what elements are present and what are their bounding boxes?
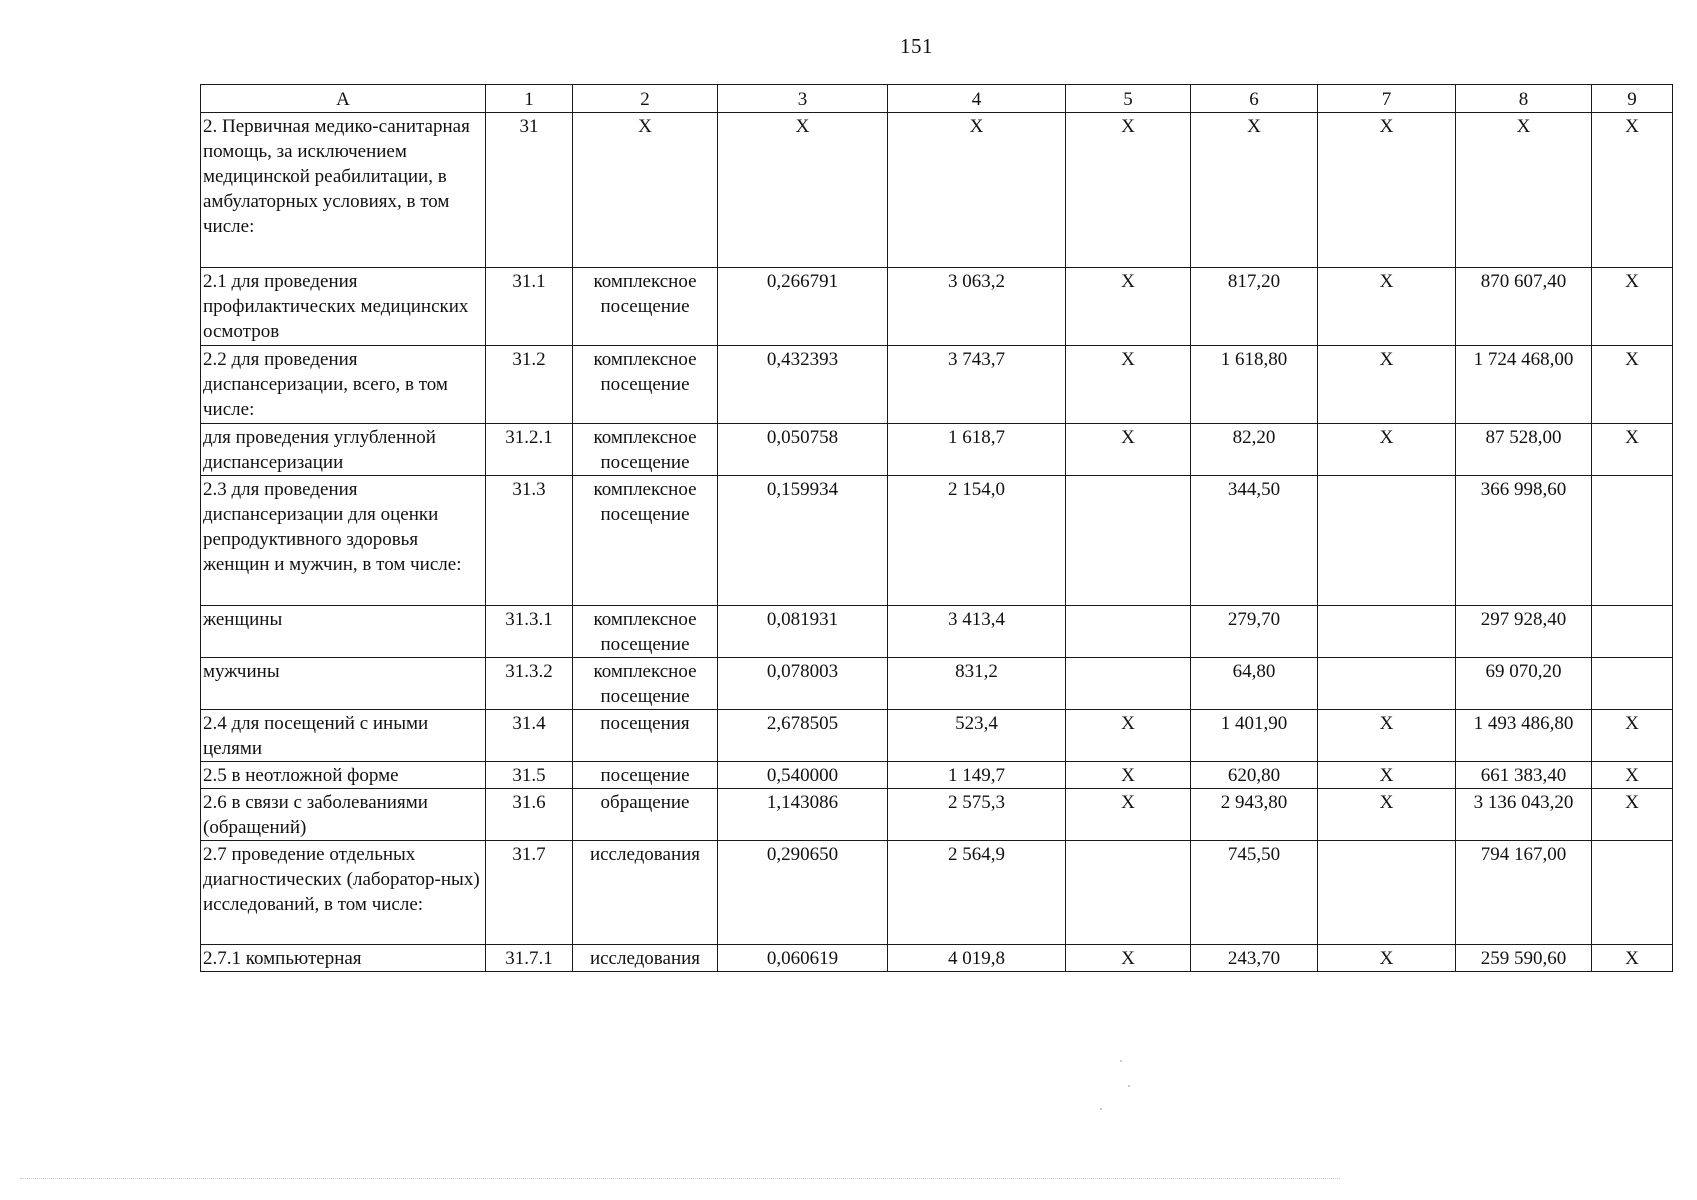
table-row [201,424,1673,476]
table-cell: X [1066,113,1191,268]
table-cell: комплексное посещение [573,268,718,346]
col-header-9: 9 [1592,85,1673,113]
table-cell: X [1456,113,1592,268]
table-cell: X [1592,268,1673,346]
table-cell: X [1066,424,1191,476]
table-cell: 817,20 [1191,268,1318,346]
table-cell [1066,841,1191,945]
table-cell: 1 724 468,00 [1456,346,1592,424]
col-header-6: 6 [1191,85,1318,113]
row-label-cell: для проведения углубленной диспансеризации [201,424,486,476]
table-cell: X [1318,113,1456,268]
table-cell: X [1592,710,1673,762]
table-row [201,789,1673,841]
table-row [201,113,1673,268]
table-cell: комплексное посещение [573,658,718,710]
col-header-8: 8 [1456,85,1592,113]
table-cell: 31.7.1 [486,945,573,972]
table-cell: X [1318,945,1456,972]
table-cell: X [1592,346,1673,424]
table-row [201,606,1673,658]
table-cell: 661 383,40 [1456,762,1592,789]
page-number: 151 [900,34,933,58]
table-cell: 2 575,3 [888,789,1066,841]
table-cell: 259 590,60 [1456,945,1592,972]
table-cell: 31.5 [486,762,573,789]
table-cell: 31.3.2 [486,658,573,710]
table-cell: 31 [486,113,573,268]
scan-artifact-line [20,1178,1340,1179]
table-cell: 31.3.1 [486,606,573,658]
table-cell: 0,050758 [718,424,888,476]
table-cell [1592,841,1673,945]
col-header-1: 1 [486,85,573,113]
table-cell: X [1318,346,1456,424]
data-table [200,84,1673,972]
table-cell: 794 167,00 [1456,841,1592,945]
row-label-cell: 2.5 в неотложной форме [201,762,486,789]
table-cell: посещения [573,710,718,762]
table-row [201,476,1673,606]
table-cell: X [1318,710,1456,762]
table-cell: 3 413,4 [888,606,1066,658]
table-cell: 1 401,90 [1191,710,1318,762]
table-cell: X [1592,113,1673,268]
table-cell [1592,606,1673,658]
table-cell: X [888,113,1066,268]
col-header-7: 7 [1318,85,1456,113]
table-cell [1066,658,1191,710]
table-cell: X [1066,268,1191,346]
table-cell: X [1318,424,1456,476]
table-cell: X [1318,762,1456,789]
table-cell: 0,432393 [718,346,888,424]
table-cell: X [1318,789,1456,841]
table-cell: 31.7 [486,841,573,945]
table-cell: 870 607,40 [1456,268,1592,346]
row-label-cell: женщины [201,606,486,658]
table-cell: X [1066,945,1191,972]
table-cell [1066,476,1191,606]
table-cell: 1 618,80 [1191,346,1318,424]
table-cell: 523,4 [888,710,1066,762]
table-cell [1592,658,1673,710]
table-cell: 745,50 [1191,841,1318,945]
table-cell: X [1066,710,1191,762]
table-cell: комплексное посещение [573,346,718,424]
row-label-cell: 2.4 для посещений с иными целями [201,710,486,762]
table-cell: посещение [573,762,718,789]
table-row [201,762,1673,789]
scan-speck [1100,1108,1102,1110]
table-cell: комплексное посещение [573,476,718,606]
row-label-cell: мужчины [201,658,486,710]
table-cell: 279,70 [1191,606,1318,658]
table-row [201,710,1673,762]
table-cell: 31.4 [486,710,573,762]
table-cell [1066,606,1191,658]
table-cell: 0,159934 [718,476,888,606]
scan-speck [1128,1085,1130,1087]
row-label-cell: 2.2 для проведения диспансеризации, всего, в том числе: [201,346,486,424]
table-cell: 31.1 [486,268,573,346]
table-cell: 31.6 [486,789,573,841]
table-cell: 0,266791 [718,268,888,346]
table-cell: исследования [573,841,718,945]
table-cell: 1 618,7 [888,424,1066,476]
row-label-cell: 2.3 для проведения диспансеризации для оценки репродуктивного здоровья женщин и мужчин, в том числе: [201,476,486,606]
scan-speck [1120,1060,1122,1062]
table-row [201,268,1673,346]
table-cell: 831,2 [888,658,1066,710]
table-cell: 2 943,80 [1191,789,1318,841]
table-cell: 620,80 [1191,762,1318,789]
table-cell: 0,290650 [718,841,888,945]
table-row [201,945,1673,972]
table-cell [1318,658,1456,710]
row-label-cell: 2.7.1 компьютерная [201,945,486,972]
table-row [201,841,1673,945]
table-row [201,658,1673,710]
table-cell: X [1066,762,1191,789]
table-cell: 0,540000 [718,762,888,789]
table-cell: X [573,113,718,268]
table-cell: 3 063,2 [888,268,1066,346]
row-label-cell: 2.1 для проведения профилактических медицинских осмотров [201,268,486,346]
col-header-3: 3 [718,85,888,113]
table-cell: X [1066,346,1191,424]
table-cell: 2 154,0 [888,476,1066,606]
table-row [201,346,1673,424]
table-cell: 4 019,8 [888,945,1066,972]
table-cell: X [1191,113,1318,268]
table-cell: 31.2 [486,346,573,424]
table-cell: X [1592,762,1673,789]
table-cell: X [1592,945,1673,972]
table-cell: 1 493 486,80 [1456,710,1592,762]
table-cell: комплексное посещение [573,606,718,658]
header-row [201,85,1673,113]
table-cell: 2,678505 [718,710,888,762]
table-cell: 0,060619 [718,945,888,972]
table-cell [1318,606,1456,658]
table-cell: 297 928,40 [1456,606,1592,658]
table-cell: исследования [573,945,718,972]
table-cell: 87 528,00 [1456,424,1592,476]
table-cell: 64,80 [1191,658,1318,710]
table-cell: 1,143086 [718,789,888,841]
table-cell: 366 998,60 [1456,476,1592,606]
table-cell: 31.3 [486,476,573,606]
col-header-a: А [201,85,486,113]
table-cell: X [1592,424,1673,476]
table-cell: 2 564,9 [888,841,1066,945]
table-cell: 1 149,7 [888,762,1066,789]
table-cell: X [1318,268,1456,346]
row-label-cell: 2. Первичная медико-санитарная помощь, за исключением медицинской реабилитации, в амбулаторных условиях, в том числе: [201,113,486,268]
table-cell: 3 136 043,20 [1456,789,1592,841]
table-cell [1592,476,1673,606]
row-label-cell: 2.7 проведение отдельных диагностических (лаборатор-ных) исследований, в том числе: [201,841,486,945]
table-cell: 0,078003 [718,658,888,710]
table-cell: X [1592,789,1673,841]
col-header-4: 4 [888,85,1066,113]
table-cell: 69 070,20 [1456,658,1592,710]
col-header-2: 2 [573,85,718,113]
table-cell [1318,476,1456,606]
table-cell: 243,70 [1191,945,1318,972]
table-cell: X [718,113,888,268]
table-cell: 31.2.1 [486,424,573,476]
table-cell: обращение [573,789,718,841]
table-cell: 344,50 [1191,476,1318,606]
table-cell [1318,841,1456,945]
table-cell: X [1066,789,1191,841]
table-cell: 3 743,7 [888,346,1066,424]
table-cell: комплексное посещение [573,424,718,476]
table-cell: 0,081931 [718,606,888,658]
col-header-5: 5 [1066,85,1191,113]
row-label-cell: 2.6 в связи с заболеваниями (обращений) [201,789,486,841]
table-cell: 82,20 [1191,424,1318,476]
